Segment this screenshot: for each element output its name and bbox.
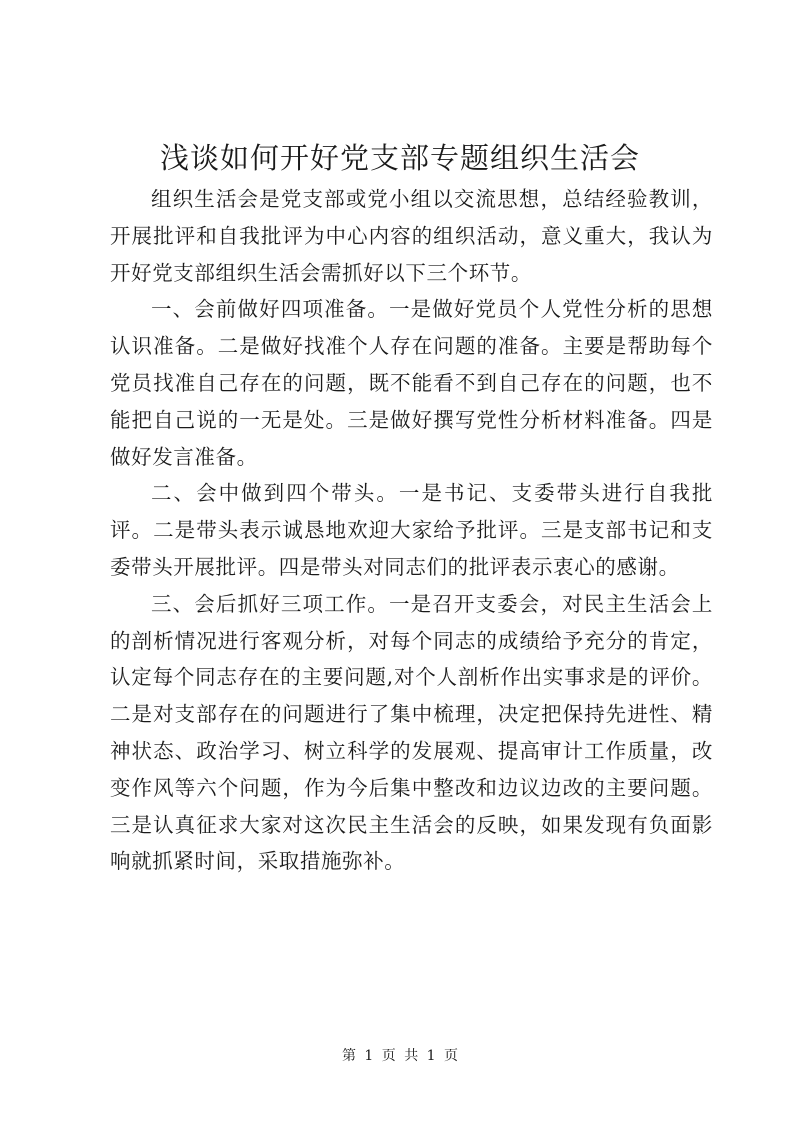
paragraph-after-meeting: 三、会后抓好三项工作。一是召开支委会，对民主生活会上的剖析情况进行客观分析，对每个同志的成绩给予充分的肯定，认定每个同志存在的主要问题,对个人剖析作出实事求是的评价。二是对支部存在的问题进行了集中梳理，决定把保持先进性、精神状态、政治学习、树立科学的发展观、提高审计工作质量，改变作风等六个问题，作为今后集中整改和边议边改的主要问题。三是认真征求大家对这次民主生活会的反映，如果发现有负面影响就抓紧时间，采取措施弥补。	[110, 591, 713, 874]
page-footer: 第 1 页 共 1 页	[341, 1048, 459, 1064]
paragraph-before-meeting: 一、会前做好四项准备。一是做好党员个人党性分析的思想认识准备。二是做好找准个人存在问题的准备。主要是帮助每个党员找准自己存在的问题，既不能看不到自己存在的问题，也不能把自己说的一无是处。三是做好撰写党性分析材料准备。四是做好发言准备。	[110, 297, 713, 469]
paragraph-intro: 组织生活会是党支部或党小组以交流思想，总结经验教训，开展批评和自我批评为中心内容的组织活动，意义重大，我认为开好党支部组织生活会需抓好以下三个环节。	[110, 187, 713, 285]
document-title: 浅谈如何开好党支部专题组织生活会	[159, 141, 640, 175]
document-body	[110, 181, 713, 880]
paragraph-during-meeting: 二、会中做到四个带头。一是书记、支委带头进行自我批评。二是带头表示诚恳地欢迎大家给予批评。三是支部书记和支委带头开展批评。四是带头对同志们的批评表示衷心的感谢。	[110, 481, 713, 579]
